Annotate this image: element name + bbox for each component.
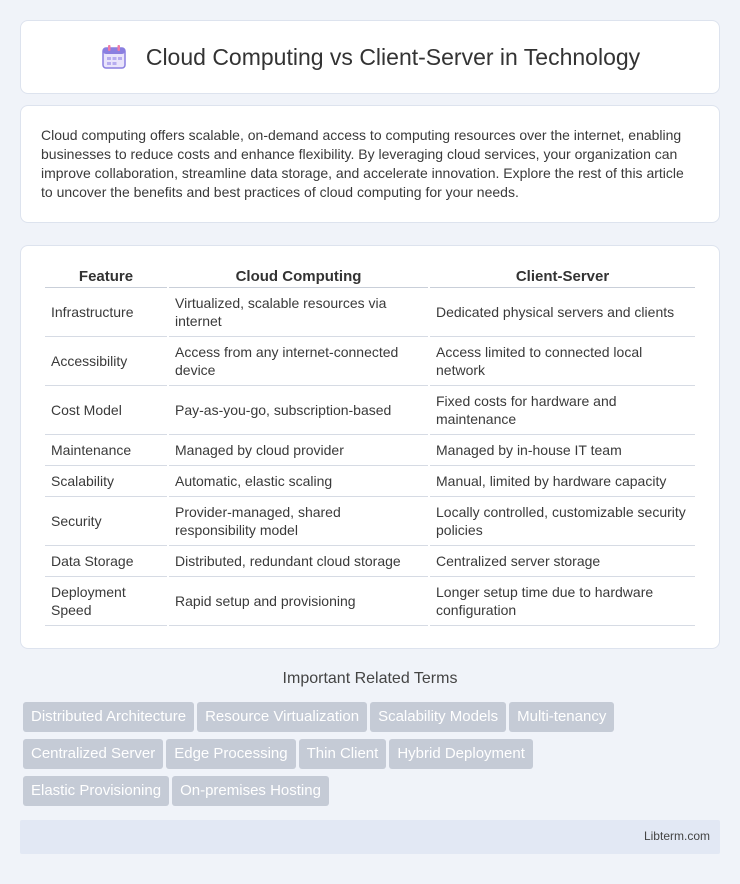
feature-cell: Deployment Speed bbox=[45, 577, 167, 626]
table-row bbox=[45, 577, 695, 626]
client-server-cell: Manual, limited by hardware capacity bbox=[430, 466, 695, 497]
cloud-cell: Distributed, redundant cloud storage bbox=[169, 546, 428, 577]
related-terms-tags bbox=[23, 702, 723, 813]
related-tag[interactable]: Thin Client bbox=[299, 739, 387, 769]
related-tag[interactable]: Edge Processing bbox=[166, 739, 295, 769]
table-row bbox=[45, 386, 695, 435]
table-row bbox=[45, 546, 695, 577]
table-header-row bbox=[45, 264, 695, 288]
feature-cell: Scalability bbox=[45, 466, 167, 497]
related-tag[interactable]: Multi-tenancy bbox=[509, 702, 614, 732]
calendar-icon bbox=[100, 43, 128, 71]
table-row bbox=[45, 466, 695, 497]
header-client-server: Client-Server bbox=[430, 264, 695, 288]
intro-text: Cloud computing offers scalable, on-demand access to computing resources over the internet, enabling businesses to reduce costs and enhance flexibility. By leveraging cloud services, your organization can improve collaboration, streamline data storage, and accelerate innovation. Explore the rest of this article to uncover the benefits and best practices of cloud computing for your needs. bbox=[41, 127, 684, 200]
related-tag[interactable]: Distributed Architecture bbox=[23, 702, 194, 732]
client-server-cell: Dedicated physical servers and clients bbox=[430, 288, 695, 337]
feature-cell: Infrastructure bbox=[45, 288, 167, 337]
related-tag[interactable]: Scalability Models bbox=[370, 702, 506, 732]
related-tag[interactable]: Elastic Provisioning bbox=[23, 776, 169, 806]
header-card bbox=[20, 20, 720, 94]
header-cloud-computing: Cloud Computing bbox=[169, 264, 428, 288]
client-server-cell: Centralized server storage bbox=[430, 546, 695, 577]
client-server-cell: Fixed costs for hardware and maintenance bbox=[430, 386, 695, 435]
client-server-cell: Access limited to connected local network bbox=[430, 337, 695, 386]
client-server-cell: Longer setup time due to hardware configuration bbox=[430, 577, 695, 626]
table-row bbox=[45, 337, 695, 386]
feature-cell: Security bbox=[45, 497, 167, 546]
cloud-cell: Provider-managed, shared responsibility model bbox=[169, 497, 428, 546]
related-tag[interactable]: Hybrid Deployment bbox=[389, 739, 533, 769]
cloud-cell: Virtualized, scalable resources via internet bbox=[169, 288, 428, 337]
related-tag[interactable]: On-premises Hosting bbox=[172, 776, 329, 806]
related-tag[interactable]: Centralized Server bbox=[23, 739, 163, 769]
comparison-table-card bbox=[20, 245, 720, 649]
header-feature: Feature bbox=[45, 264, 167, 288]
cloud-cell: Rapid setup and provisioning bbox=[169, 577, 428, 626]
feature-cell: Data Storage bbox=[45, 546, 167, 577]
feature-cell: Accessibility bbox=[45, 337, 167, 386]
client-server-cell: Managed by in-house IT team bbox=[430, 435, 695, 466]
feature-cell: Maintenance bbox=[45, 435, 167, 466]
footer bbox=[20, 820, 720, 854]
footer-brand[interactable]: Libterm.com bbox=[643, 829, 710, 843]
page-title: Cloud Computing vs Client-Server in Technology bbox=[145, 43, 641, 70]
table-row bbox=[45, 497, 695, 546]
related-terms-title: Important Related Terms bbox=[282, 670, 458, 687]
cloud-cell: Pay-as-you-go, subscription-based bbox=[169, 386, 428, 435]
table-row bbox=[45, 435, 695, 466]
related-tag[interactable]: Resource Virtualization bbox=[197, 702, 367, 732]
cloud-cell: Managed by cloud provider bbox=[169, 435, 428, 466]
intro-card bbox=[20, 105, 720, 223]
feature-cell: Cost Model bbox=[45, 386, 167, 435]
cloud-cell: Automatic, elastic scaling bbox=[169, 466, 428, 497]
comparison-table bbox=[43, 264, 697, 626]
table-row bbox=[45, 288, 695, 337]
cloud-cell: Access from any internet-connected device bbox=[169, 337, 428, 386]
client-server-cell: Locally controlled, customizable security policies bbox=[430, 497, 695, 546]
